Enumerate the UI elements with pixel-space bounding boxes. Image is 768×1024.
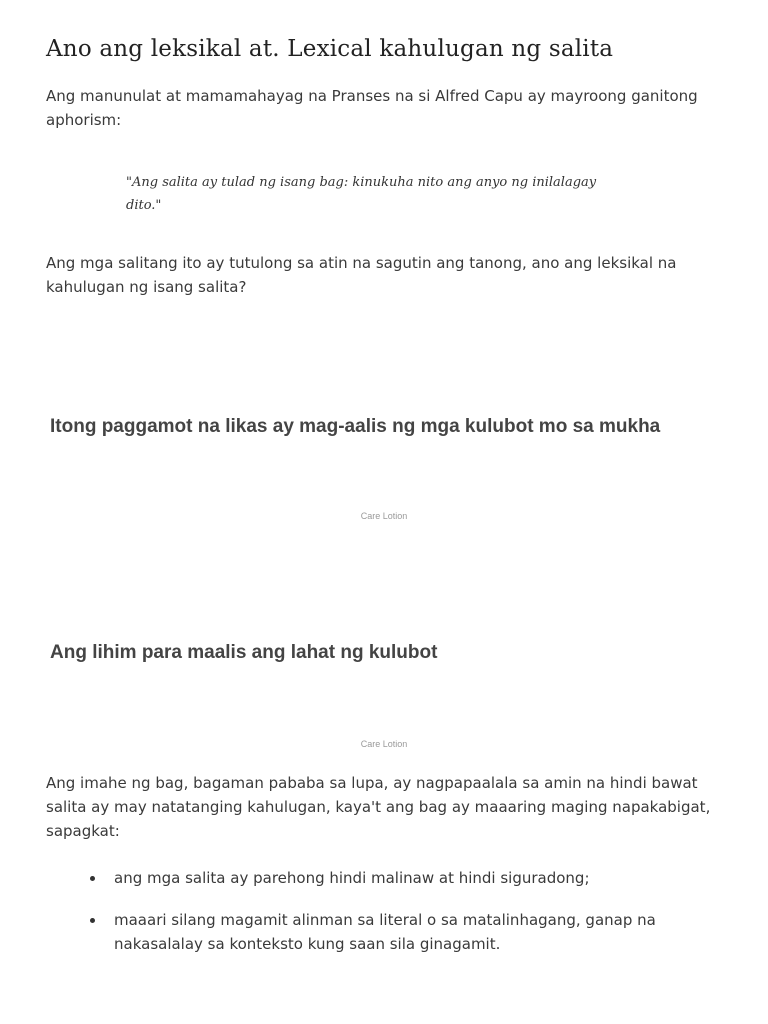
question-paragraph: Ang mga salitang ito ay tutulong sa atin na sagutin ang tanong, ano ang leksikal na kahulugan ng isang salita? (46, 254, 677, 296)
ad-headline[interactable]: Ang lihim para maalis ang lahat ng kulubot (50, 642, 438, 663)
ad-headline[interactable]: Itong paggamot na likas ay mag-aalis ng mga kulubot mo sa mukha (50, 416, 661, 437)
list-item (46, 866, 736, 890)
aphorism-quote: "Ang salita ay tulad ng isang bag: kinukuha nito ang anyo ng inilalagay dito." (126, 175, 597, 213)
ad-source-label[interactable]: Care Lotion (360, 739, 408, 749)
bullet-icon (90, 918, 95, 923)
bullet-icon (90, 876, 95, 881)
article-title: Ano ang leksikal at. Lexical kahulugan ng salita (46, 36, 614, 62)
list-item (46, 908, 736, 956)
intro-paragraph: Ang manunulat at mamamahayag na Pranses na si Alfred Capu ay mayroong ganitong aphorism: (46, 87, 698, 129)
list-item-text: maaari silang magamit alinman sa literal o sa matalinhagang, ganap na nakasalalay sa konteksto kung saan sila ginagamit. (114, 911, 656, 953)
ad-source-label[interactable]: Care Lotion (360, 511, 408, 521)
list-item-text: ang mga salita ay parehong hindi malinaw at hindi siguradong; (114, 869, 590, 887)
bullet-list (46, 866, 736, 974)
body-paragraph: Ang imahe ng bag, bagaman pababa sa lupa, ay nagpapaalala sa amin na hindi bawat salita ay may natatanging kahulugan, kaya't ang bag ay maaaring maging napakabigat, sapagkat: (46, 774, 711, 840)
